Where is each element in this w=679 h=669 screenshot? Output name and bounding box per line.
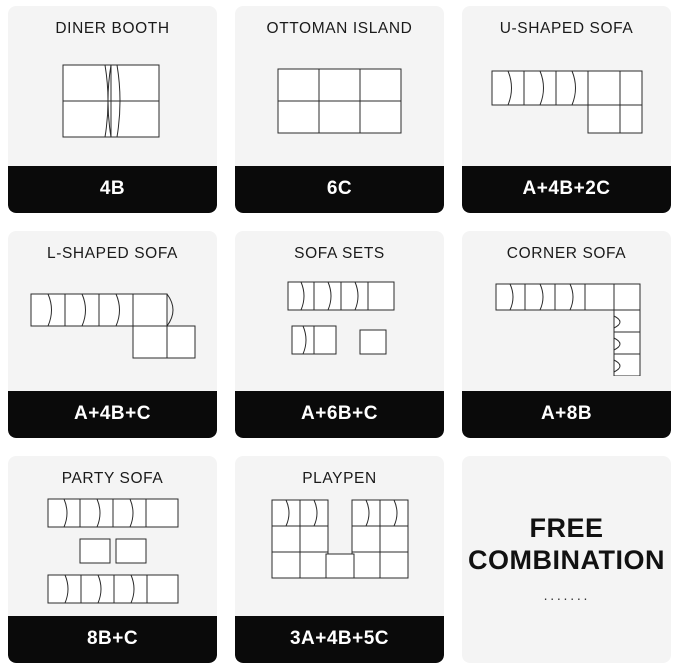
card-u-shaped-sofa[interactable]: [462, 6, 671, 213]
card-title: U-SHAPED SOFA: [499, 20, 634, 37]
card-playpen[interactable]: [235, 456, 444, 663]
card-code: A+4B+2C: [462, 166, 671, 213]
free-combination-dots: ·······: [543, 589, 590, 606]
diner-booth-icon: [8, 40, 217, 166]
card-diner-booth[interactable]: [8, 6, 217, 213]
card-title: PARTY SOFA: [61, 470, 164, 487]
card-party-sofa[interactable]: [8, 456, 217, 663]
card-code: 6C: [235, 166, 444, 213]
card-title: L-SHAPED SOFA: [47, 245, 178, 262]
card-code: 3A+4B+5C: [235, 616, 444, 663]
corner-sofa-icon: [462, 265, 671, 391]
card-title: CORNER SOFA: [506, 245, 627, 262]
l-shaped-sofa-icon: [8, 265, 217, 391]
card-code: 8B+C: [8, 616, 217, 663]
sofa-sets-icon: [235, 265, 444, 391]
free-combination-content: [462, 513, 671, 605]
card-corner-sofa[interactable]: [462, 231, 671, 438]
card-title: DINER BOOTH: [55, 20, 170, 37]
card-l-shaped-sofa[interactable]: [8, 231, 217, 438]
u-shaped-sofa-icon: [462, 40, 671, 166]
card-code: A+6B+C: [235, 391, 444, 438]
card-ottoman-island[interactable]: [235, 6, 444, 213]
card-title: SOFA SETS: [294, 245, 385, 262]
card-sofa-sets[interactable]: [235, 231, 444, 438]
card-free-combination[interactable]: [462, 456, 671, 663]
free-combination-line1: FREE: [529, 513, 604, 544]
free-combination-line2: COMBINATION: [468, 544, 665, 575]
card-code: A+8B: [462, 391, 671, 438]
card-title: OTTOMAN ISLAND: [266, 20, 413, 37]
layout-card-grid: [8, 6, 671, 663]
card-code: A+4B+C: [8, 391, 217, 438]
party-sofa-icon: [8, 490, 217, 616]
card-code: 4B: [8, 166, 217, 213]
playpen-icon: [235, 490, 444, 616]
card-title: PLAYPEN: [302, 470, 377, 487]
ottoman-island-icon: [235, 40, 444, 166]
